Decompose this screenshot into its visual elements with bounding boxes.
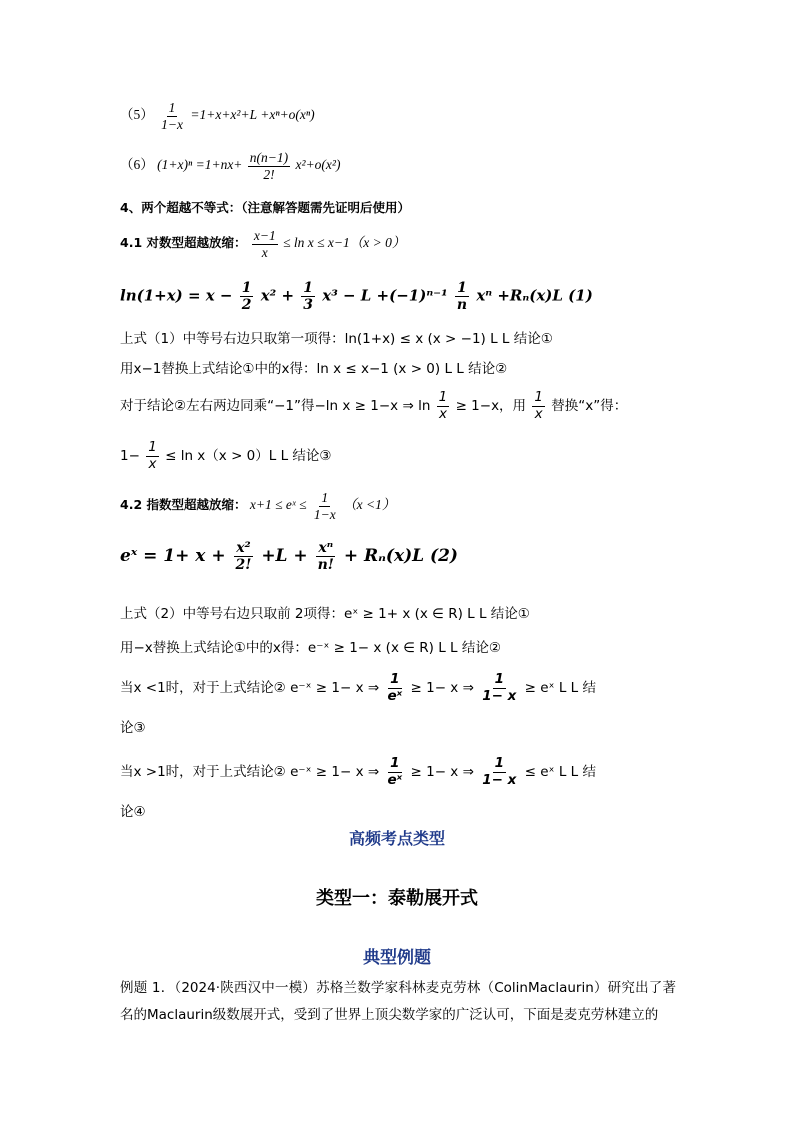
fraction: $\frac{1}{\text{eˣ}}$	[387, 671, 403, 704]
eq-part: eˣ = 1+ x +	[120, 546, 226, 567]
text-line: 论④	[120, 804, 146, 820]
eq-part: ln(1+x) = x −	[120, 286, 233, 305]
heading-type-one: 类型一：泰勒展开式	[316, 888, 478, 909]
fraction: $\frac{1}{2}$	[241, 280, 252, 314]
inequality-rhs: ≤ ln x ≤ x−1（x > 0）	[283, 235, 406, 251]
text-part: 替换“x”得：	[551, 398, 628, 415]
formula-item-5	[120, 100, 315, 132]
equation-1	[120, 280, 593, 313]
fraction: $\frac{1}{n}$	[456, 280, 468, 314]
eq-part: xⁿ +Rₙ(x)L (1)	[476, 286, 593, 305]
text-part: ≤ ln x（x > 0）L L 结论③	[165, 448, 332, 465]
text-line	[120, 390, 627, 422]
text-part: 当x >1时，对于上式结论② e⁻ˣ ≥ 1− x ⇒	[120, 764, 380, 781]
text-line	[120, 440, 331, 472]
text-line: 论③	[120, 720, 146, 736]
subsection-label: 4.2 指数型超越放缩：	[120, 497, 247, 513]
item-label: （6）	[120, 157, 154, 173]
heading-high-frequency: 高频考点类型	[348, 829, 445, 848]
eq-part: x² +	[260, 286, 295, 305]
fraction: $\frac{1}{x}$	[534, 389, 543, 422]
formula-item-6	[120, 150, 340, 182]
text-part: ≥ 1− x ⇒	[410, 680, 474, 697]
equation-2	[120, 540, 458, 573]
item-label: （5）	[120, 107, 154, 123]
fraction: $\frac{x-1}{x}$	[253, 228, 276, 260]
text-part: 1−	[120, 448, 140, 465]
fraction: $\frac{1}{\text{eˣ}}$	[387, 755, 403, 788]
eq-part: x³ − L +(−1)ⁿ⁻¹	[322, 286, 448, 305]
fraction: $\frac{\text{x²}}{2!}$	[235, 540, 252, 574]
heading-typical-examples: 典型例题	[363, 948, 431, 968]
fraction: $\frac{1}{1- x}$	[482, 755, 517, 788]
subsection-label: 4.1 对数型超越放缩：	[120, 235, 247, 251]
text-part: 当x <1时，对于上式结论② e⁻ˣ ≥ 1− x ⇒	[120, 680, 380, 697]
fraction: $\frac{1}{3}$	[303, 280, 314, 314]
formula-rhs: =1+x+x²+L +xⁿ+o(xⁿ)	[190, 107, 315, 123]
text-line: 上式（1）中等号右边只取第一项得：ln(1+x) ≤ x (x > −1) L L 结论①	[120, 331, 553, 347]
text-part: 对于结论②左右两边同乘“−1”得−ln x ≥ 1−x ⇒ ln	[120, 398, 431, 415]
text-line: 用−x替换上式结论①中的x得：e⁻ˣ ≥ 1− x (x ∈ R) L L 结论②	[120, 640, 501, 656]
fraction: $\frac{1}{1- x}$	[482, 671, 517, 704]
section-4-2	[120, 490, 395, 522]
text-line: 用x−1替换上式结论①中的x得：ln x ≤ x−1 (x > 0) L L 结论②	[120, 361, 508, 377]
text-part: ≥ 1− x ⇒	[410, 764, 474, 781]
fraction: $\frac{1}{x}$	[438, 389, 448, 422]
fraction: $\frac{1}{1-x}$	[161, 100, 183, 132]
inequality-rhs: （x <1）	[343, 497, 396, 513]
text-part: ≥ eˣ L L 结	[524, 680, 596, 697]
formula-rhs: x²+o(x²)	[295, 157, 341, 173]
eq-part: + Rₙ(x)L (2)	[343, 546, 458, 567]
fraction: $\frac{1}{x}$	[148, 439, 157, 472]
section-title: 4、两个超越不等式：（注意解答题需先证明后使用）	[120, 200, 410, 215]
formula-lhs: (1+x)ⁿ =1+nx+	[157, 157, 243, 173]
fraction: $\frac{1}{1-x}$	[313, 490, 336, 522]
fraction: $\frac{\text{xⁿ}}{n!}$	[317, 540, 334, 574]
text-line	[120, 756, 596, 788]
fraction: $\frac{n(n-1)}{2!}$	[249, 150, 289, 182]
text-part: ≤ eˣ L L 结	[524, 764, 596, 781]
text-part: ≥ 1−x，用	[455, 398, 527, 415]
inequality-lhs: x+1 ≤ eˣ ≤	[249, 497, 307, 513]
text-line	[120, 672, 596, 704]
example-paragraph: 例题 1．（2024·陕西汉中一模）苏格兰数学家科林麦克劳林（ColinMaclaurin）研究出了著名的Maclaurin级数展开式，受到了世界上顶尖数学家的广泛认可，下面是麦克劳林建立的	[120, 980, 676, 1023]
eq-part: +L +	[261, 546, 308, 567]
section-4-1	[120, 228, 405, 260]
text-line: 上式（2）中等号右边只取前 2项得：eˣ ≥ 1+ x (x ∈ R) L L 结论①	[120, 606, 530, 622]
